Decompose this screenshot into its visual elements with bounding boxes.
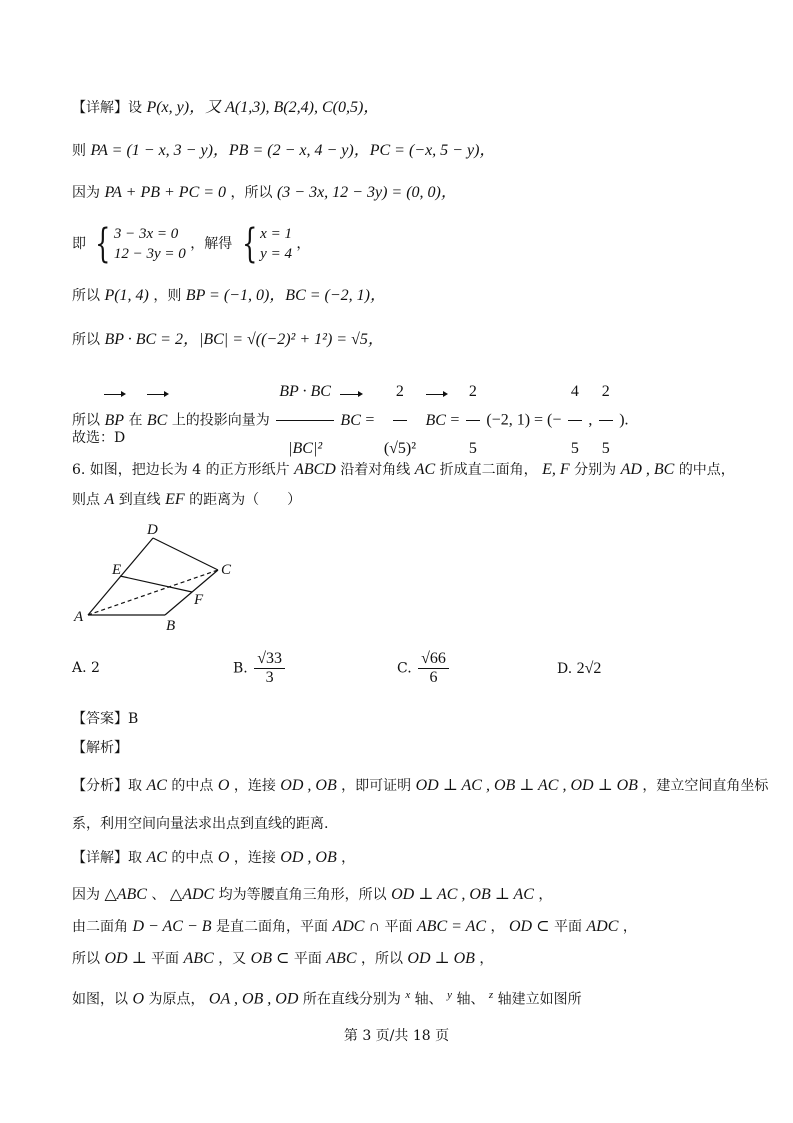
text-fragment: 【详解】取 (72, 850, 142, 866)
denominator: 5 (601, 440, 610, 457)
sqrt-sign: √ (421, 650, 430, 667)
equation-row: x = 1 (260, 226, 292, 242)
math-expression: P(1, 4) (104, 287, 149, 304)
equals-sign: = (450, 411, 460, 429)
page-footer: 第 3 页/共 18 页 (343, 1028, 450, 1044)
text-fragment: ，建立空间直角坐标 (642, 778, 769, 794)
detail-line-3 (72, 917, 637, 937)
text-fragment: 到直线 (118, 492, 161, 508)
vector-bc: BC (340, 393, 360, 449)
text-fragment: ，则 (153, 288, 182, 304)
radicand: 66 (429, 650, 446, 667)
vector-bc: BC (147, 393, 167, 449)
analysis-title (72, 738, 128, 758)
math-label: ADC (586, 918, 619, 935)
answer-choice-text: 故选：D (72, 430, 126, 446)
answer-text: 【答案】B (72, 711, 139, 727)
text-fragment: ， (490, 919, 505, 935)
question-6-line-2 (72, 490, 301, 510)
folded-square-figure (70, 520, 245, 635)
text-fragment: 系，利用空间向量法求出点到直线的距离. (72, 816, 329, 832)
math-label: O (217, 777, 230, 794)
math-expression: (3 − 3x, 12 − 3y) = (0, 0)， (276, 184, 457, 201)
solution-line-4 (72, 222, 310, 266)
math-expression: PA + PB + PC = 0 (104, 184, 227, 201)
option-label: C. (397, 660, 412, 677)
option-d-value: 2√2 (576, 660, 602, 677)
text-fragment: 平面 (151, 951, 180, 967)
math-expression: OD ⊥ (104, 950, 147, 967)
text-fragment: 平面 (384, 919, 413, 935)
text-fragment: 的中点 (171, 778, 214, 794)
math-expression: BP · BC = 2，|BC| = √((−2)² + 1²) = √5， (104, 331, 384, 348)
detail-line-1 (72, 848, 355, 868)
math-label: OD , OB (280, 849, 337, 866)
denominator: |BC|² (288, 440, 323, 457)
math-label: AC (146, 849, 167, 866)
detail-line-5 (72, 985, 582, 1010)
math-expression: OD ⊥ OB (407, 950, 475, 967)
sqrt-sign: √ (257, 650, 266, 667)
text-fragment: 所在直线分别为 (302, 991, 401, 1008)
text-fragment: ， (538, 887, 553, 903)
equals-sign: = (365, 411, 375, 429)
math-expression: ADC ∩ (332, 918, 380, 935)
text-fragment: ， (622, 919, 637, 935)
math-label: E, F (542, 461, 570, 478)
text-fragment: ，连接 (233, 850, 276, 866)
denominator: 6 (429, 669, 438, 686)
math-expression: OD ⊂ (508, 918, 550, 935)
brace-icon: { (241, 221, 258, 267)
text-fragment: 、 (151, 887, 166, 903)
denominator: 5 (468, 440, 477, 457)
math-label: AC (414, 461, 436, 478)
detail-label: 【详解】设 (72, 100, 142, 116)
fraction (418, 650, 449, 687)
text-fragment: 平面 (553, 919, 582, 935)
comma: , (588, 411, 593, 429)
numerator: 2 (599, 364, 613, 421)
text-fragment: 平面 (293, 951, 322, 967)
text-fragment: 【分析】取 (72, 778, 142, 794)
text-fragment: 折成直二面角， (439, 462, 538, 478)
math-expression: (−2, 1) = (− (486, 411, 562, 429)
text-fragment: ，又 (218, 951, 247, 967)
math-expression: ABC = AC (416, 918, 487, 935)
option-a-text: A. 2 (72, 660, 100, 676)
brace-icon: { (95, 221, 111, 267)
math-label: EF (165, 491, 185, 508)
question-6-line-1 (72, 460, 735, 480)
math-label: △ABC (104, 886, 147, 903)
vector-bc: BC (426, 393, 446, 449)
math-label: AC (146, 777, 167, 794)
text-fragment: 所以 (72, 412, 100, 429)
closing-paren: ). (619, 411, 629, 429)
answer-line (72, 709, 138, 729)
text-fragment: ，解得 (190, 236, 233, 252)
text-fragment: 所以 (72, 288, 100, 304)
text-fragment: 则点 (72, 492, 100, 508)
option-label: B. (233, 660, 248, 677)
text-fragment: 分别为 (574, 462, 617, 478)
text-fragment: 沿着对角线 (340, 462, 411, 478)
text-fragment: 上的投影向量为 (171, 412, 270, 429)
math-label: x (405, 989, 411, 1001)
text-fragment: 的中点， (678, 462, 735, 478)
text-fragment: 所以 (72, 332, 100, 348)
equation-row: 3 − 3x = 0 (113, 226, 179, 242)
radicand: 33 (265, 650, 282, 667)
edge-dc (153, 538, 218, 570)
vector-expressions: PA = (1 − x, 3 − y)，PB = (2 − x, 4 − y)，PC = (−x, 5 − y)， (90, 142, 496, 159)
text-fragment: 为原点， (148, 991, 205, 1008)
math-label: △ADC (169, 886, 215, 903)
solution-line-1 (72, 98, 379, 118)
math-label: OD , OB (280, 777, 337, 794)
numerator: 2 (393, 364, 407, 421)
text-fragment: ，连接 (233, 778, 276, 794)
math-expression: OD ⊥ AC , OB ⊥ AC , OD ⊥ OB (415, 777, 638, 794)
text-fragment: ， (341, 850, 356, 866)
choice-result (72, 428, 125, 448)
text-fragment: ， (296, 236, 311, 252)
denominator: 5 (570, 440, 579, 457)
math-label: ABCD (294, 461, 336, 478)
numerator: 2 (466, 364, 480, 421)
option-c (397, 650, 451, 687)
text-fragment: 如图，以 (72, 991, 128, 1008)
label-f: F (194, 592, 204, 608)
solution-line-5 (72, 286, 386, 306)
equation-system-2 (237, 221, 292, 267)
equation-row: y = 4 (260, 246, 292, 262)
analysis-line-1 (72, 776, 768, 796)
detail-line-2 (72, 885, 552, 905)
math-label: y (447, 989, 452, 1001)
math-label: A (104, 491, 115, 508)
option-label: D. (557, 661, 573, 677)
text-fragment: 因为 (72, 887, 100, 903)
text-fragment: 则 (72, 143, 86, 159)
math-label: z (488, 989, 494, 1001)
label-b: B (166, 618, 176, 634)
label-c: C (221, 562, 232, 578)
math-expression: OD ⊥ AC , OB ⊥ AC (391, 886, 534, 903)
math-label: AD , BC (620, 461, 675, 478)
equation-system-1 (90, 221, 186, 267)
numerator: BP · BC (276, 364, 334, 421)
math-expression: OB ⊂ (250, 950, 290, 967)
math-expression: D − AC − B (132, 918, 212, 935)
text-fragment: 的距离为（ ） (189, 492, 302, 508)
denominator: 3 (265, 669, 274, 686)
solution-line-6 (72, 330, 384, 350)
text-fragment: ，所以 (230, 185, 273, 201)
text-fragment: 轴建立如图所 (497, 991, 582, 1008)
label-a: A (74, 609, 84, 625)
option-b (233, 650, 287, 687)
text-fragment: 所以 (72, 951, 100, 967)
text-fragment: 因为 (72, 185, 100, 201)
equation-row: 12 − 3y = 0 (113, 246, 186, 262)
text-fragment: ，所以 (360, 951, 403, 967)
label-e: E (112, 562, 122, 578)
text-fragment: 的中点 (171, 850, 214, 866)
text-fragment: 轴、 (414, 991, 443, 1008)
math-label: ABC (326, 950, 357, 967)
text-fragment: 是直二面角，平面 (215, 919, 328, 935)
text-fragment: 轴、 (456, 991, 485, 1008)
text-fragment: 在 (128, 412, 143, 429)
segment-ef (120, 576, 192, 592)
detail-line-4 (72, 949, 493, 969)
numerator: 4 (568, 364, 582, 421)
math-expression: BP = (−1, 0)，BC = (−2, 1)， (185, 287, 387, 304)
analysis-heading: 【解析】 (72, 740, 128, 756)
math-label: O (217, 849, 230, 866)
math-label: ABC (183, 950, 214, 967)
text-fragment: 由二面角 (72, 919, 128, 935)
text-fragment: ， (479, 951, 494, 967)
text-fragment: 6. 如图，把边长为 4 的正方形纸片 (72, 462, 290, 478)
vector-bp: BP (104, 393, 124, 449)
text-fragment: 即 (72, 236, 86, 252)
analysis-line-2 (72, 814, 328, 834)
solution-line-3 (72, 183, 457, 203)
text-fragment: 均为等腰直角三角形，所以 (218, 887, 387, 903)
option-d (557, 660, 601, 678)
math-label: O (132, 990, 145, 1008)
label-d: D (147, 522, 158, 538)
solution-line-2 (72, 141, 495, 161)
text-fragment: ，即可证明 (341, 778, 412, 794)
fraction (254, 650, 285, 687)
denominator: (√5)² (383, 440, 417, 457)
math-expression: P(x, y)，又 A(1,3), B(2,4), C(0,5)， (146, 99, 380, 116)
math-expression: OA , OB , OD (208, 990, 299, 1008)
option-a (72, 660, 100, 676)
